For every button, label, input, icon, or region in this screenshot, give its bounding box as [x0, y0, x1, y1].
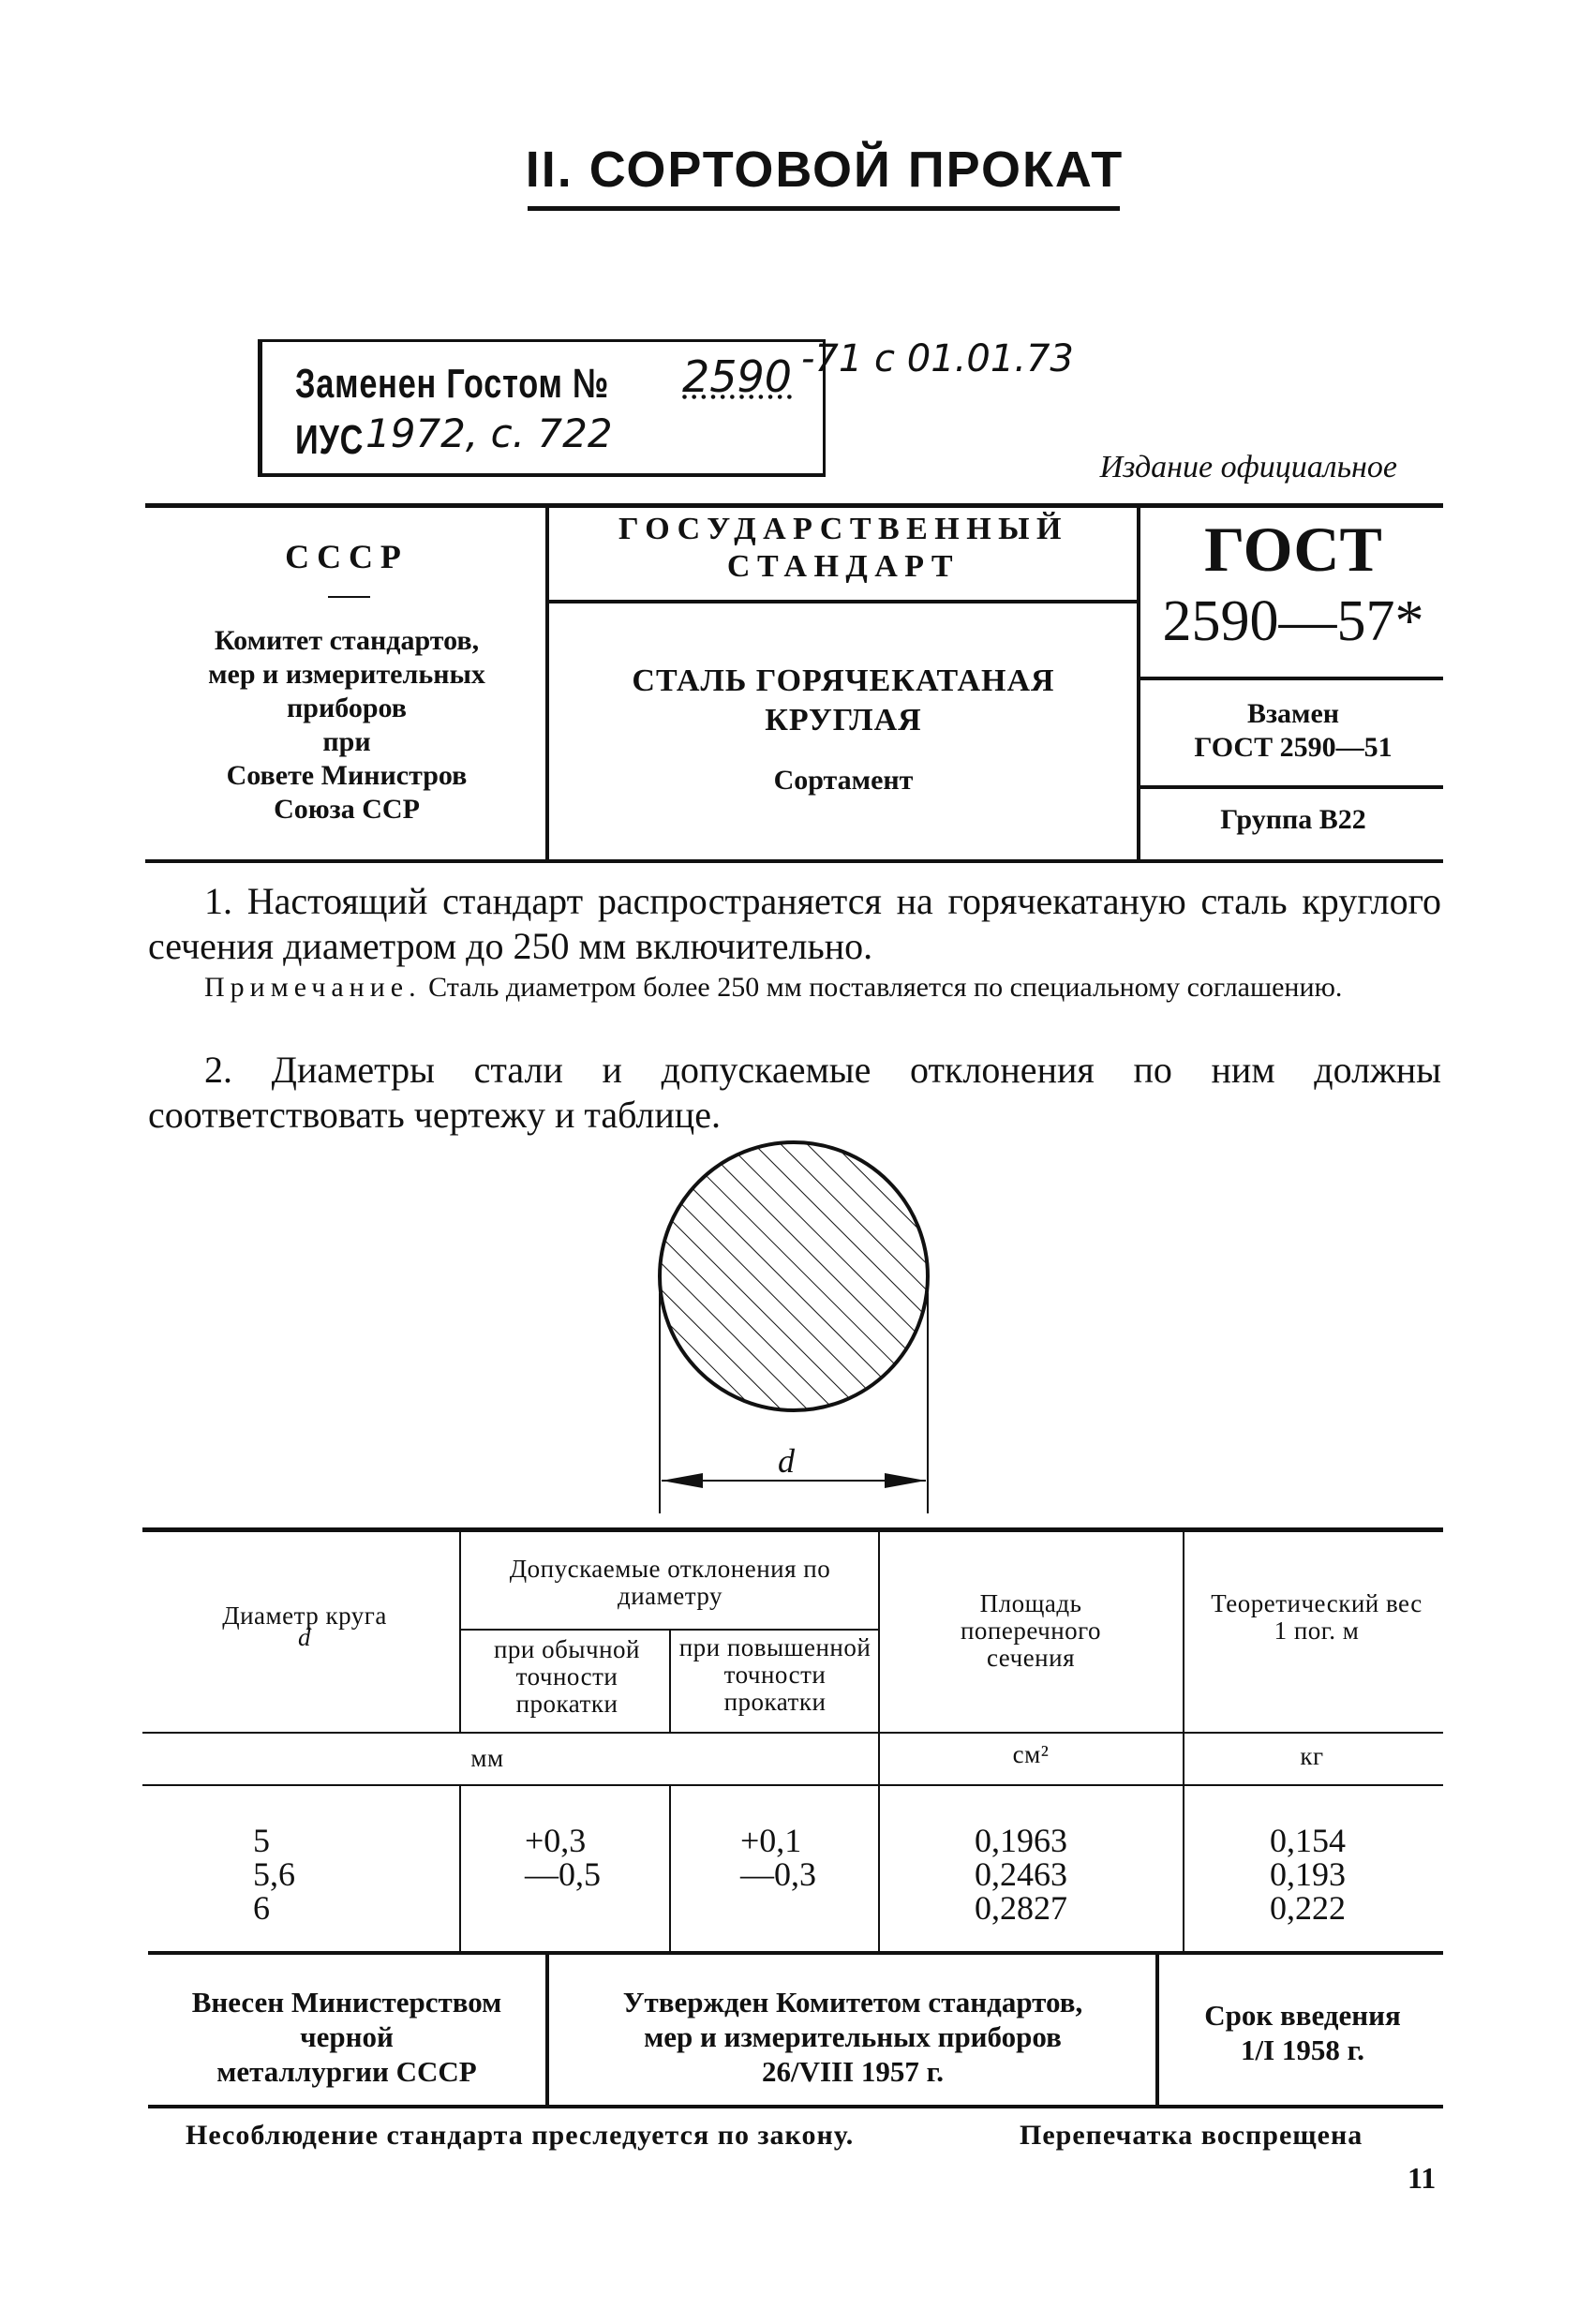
- arrow-right: [885, 1473, 926, 1488]
- page-number: 11: [1408, 2161, 1437, 2195]
- table-vline-2b: [669, 1786, 671, 1951]
- note-label: Примечание.: [204, 972, 422, 1003]
- introduced-by: Внесен Министерством черной металлургии СССР: [191, 1986, 502, 2088]
- table-cell: 0,1963: [975, 1822, 1067, 1859]
- table-vline-4: [1183, 1530, 1184, 1786]
- table-cell: +0,1: [740, 1822, 802, 1859]
- weight-values: [1270, 1824, 1410, 1925]
- table-cell: +0,3: [525, 1822, 587, 1859]
- table-vline-3: [878, 1530, 880, 1786]
- standard-name: СТАЛЬ ГОРЯЧЕКАТАНАЯ КРУГЛАЯ: [632, 663, 1055, 737]
- legal-notice: Несоблюдение стандарта преследуется по закону.: [186, 2120, 855, 2151]
- round-bar-drawing: [637, 1134, 956, 1527]
- tol-normal-values: [525, 1824, 665, 1891]
- stamp-handwritten-date: -71 с 01.01.73: [801, 337, 1074, 380]
- table-cell: —0,3: [740, 1855, 816, 1893]
- col-diameter-header: Диаметр круга d: [222, 1601, 387, 1651]
- effective-date: Срок введения 1/I 1958 г.: [1204, 1999, 1401, 2066]
- arrow-left: [662, 1473, 703, 1488]
- reprint-notice: Перепечатка воспрещена: [1020, 2120, 1363, 2151]
- area-values: [975, 1824, 1115, 1925]
- table-bottom-rule: [148, 1951, 1443, 1955]
- section-hatching: [637, 1134, 956, 1434]
- clause-2: 2. Диаметры стали и допускаемые отклонения по ним должны соответствовать чертежу и таблице.: [148, 1049, 1441, 1136]
- table-cell: 5,6: [253, 1855, 295, 1893]
- table-cell: 0,154: [1270, 1822, 1346, 1859]
- col-tolerance-header: Допускаемые отклонения по диаметру: [509, 1555, 831, 1610]
- note-text: Сталь диаметром более 250 мм поставляется по специальному соглашению.: [428, 972, 1343, 1003]
- footer-vline-right: [1155, 1955, 1159, 2107]
- replaces-block: Взамен ГОСТ 2590—51: [1194, 698, 1393, 763]
- table-cell: 5: [253, 1822, 270, 1859]
- header-right-hline-1: [1139, 677, 1443, 680]
- table-cell: 0,193: [1270, 1855, 1346, 1893]
- tol-high-values: [740, 1824, 881, 1891]
- footer-bottom-rule: [148, 2105, 1443, 2108]
- stamp-printed-text: Заменен Гостом №: [295, 361, 610, 407]
- section-title: II. СОРТОВОЙ ПРОКАТ: [525, 142, 1125, 198]
- diameter-values: [253, 1824, 347, 1925]
- official-edition: Издание официальное: [1099, 450, 1397, 484]
- table-cell: 0,2463: [975, 1855, 1067, 1893]
- table-vline-1b: [459, 1786, 461, 1951]
- stamp-line2-printed: ИУС: [295, 417, 365, 463]
- stamp-line2-handwritten: 1972, с. 722: [365, 410, 613, 456]
- table-vline-2: [669, 1631, 671, 1732]
- table-cell: 6: [253, 1889, 270, 1927]
- col-weight-header: Теоретический вес 1 пог. м: [1211, 1589, 1423, 1645]
- table-vline-1: [459, 1530, 461, 1732]
- org-name: Комитет стандартов, мер и измерительных приборов при Совете Министров Союза ССР: [208, 625, 485, 825]
- col-tol-high-header: при повышенной точности прокатки: [678, 1633, 871, 1716]
- table-cell: 0,222: [1270, 1889, 1346, 1927]
- col-area-header: Площадь поперечного сечения: [960, 1589, 1102, 1672]
- stamp-handwritten-number: 2590: [682, 351, 793, 402]
- standard-type: ГОСУДАРСТВЕННЫЙ СТАНДАРТ: [618, 512, 1068, 584]
- gost-label: ГОСТ: [1204, 514, 1382, 585]
- header-right-hline-2: [1139, 785, 1443, 789]
- tolerance-subheader-rule: [461, 1629, 878, 1631]
- title-underline: [528, 206, 1120, 211]
- footer-vline-left: [545, 1955, 549, 2107]
- country-dash: [328, 596, 370, 598]
- header-bottom-rule: [145, 859, 1443, 863]
- approved-by: Утвержден Комитетом стандартов, мер и измерительных приборов 26/VIII 1957 г.: [622, 1986, 1083, 2088]
- table-units-bottom-rule: [142, 1784, 1443, 1786]
- note: [148, 971, 1441, 1005]
- unit-weight: кг: [1300, 1742, 1324, 1770]
- header-vline-right: [1137, 503, 1140, 861]
- dimension-label: d: [778, 1442, 795, 1480]
- unit-mm: мм: [470, 1744, 504, 1772]
- standard-subtitle: Сортамент: [773, 765, 914, 796]
- group-code: Группа В22: [1220, 804, 1366, 835]
- table-cell: —0,5: [525, 1855, 601, 1893]
- clause-1: 1. Настоящий стандарт распространяется на горячекатаную сталь круглого сечения диаметром до 250 мм включительно.: [148, 880, 1441, 967]
- table-units-top-rule: [142, 1732, 1443, 1734]
- header-top-rule: [145, 503, 1443, 508]
- col-tol-normal-header: при обычной точности прокатки: [493, 1635, 640, 1718]
- table-cell: 0,2827: [975, 1889, 1067, 1927]
- table-top-rule: [142, 1527, 1443, 1532]
- gost-number: 2590—57*: [1162, 589, 1424, 653]
- table-vline-4b: [1183, 1786, 1184, 1951]
- country-label: СССР: [285, 538, 409, 575]
- header-vline-left: [545, 503, 549, 861]
- header-center-hline: [547, 600, 1138, 603]
- unit-area: см²: [1012, 1740, 1050, 1768]
